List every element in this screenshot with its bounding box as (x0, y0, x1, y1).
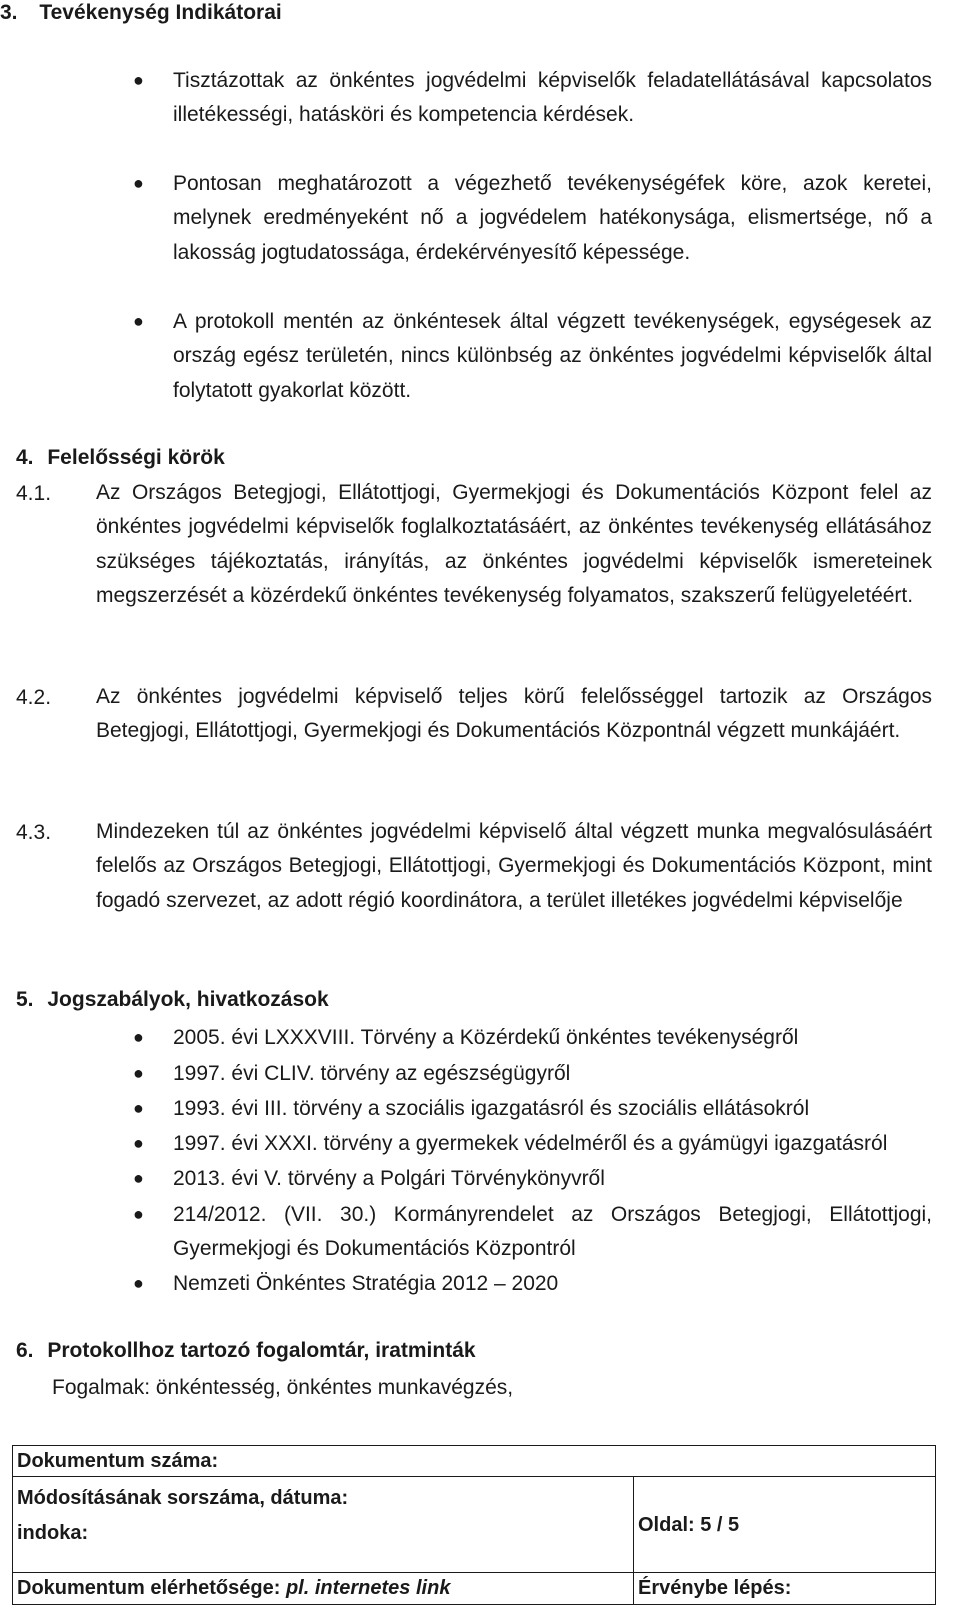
bullet-text: Pontosan meghatározott a végezhető tevékenységéfek köre, azok keretei, melynek eredményeként nő a jogvédelem hatékonysága, elismertsége, nő a lakosság jogtudatossága, érdekérvényesítő képessége. (173, 172, 932, 264)
section-title: Jogszabályok, hivatkozások (47, 988, 329, 1011)
section-number: 6. (16, 1339, 34, 1362)
availability-label: Dokumentum elérhetősége: (17, 1577, 281, 1599)
item-text: Mindezeken túl az önkéntes jogvédelmi képviselő által végzett munka megvalósulásáért felelős az Országos Betegjogi, Ellátottjogi, Gyermekjogi és Dokumentációs Központ, mint fogadó szervezet, az adott régió koordinátora, a terület illetékes jogvédelmi képviselője (96, 820, 932, 912)
glossary-text: Fogalmak: önkéntesség, önkéntes munkavégzés, (52, 1376, 514, 1399)
bullet-icon: ● (133, 1273, 144, 1293)
section-4-heading (16, 445, 225, 471)
bullet-icon: ● (133, 1098, 144, 1118)
page-label: Oldal: 5 / 5 (638, 1513, 740, 1536)
bullet-icon: ● (133, 173, 144, 193)
section-title: Felelősségi körök (47, 446, 225, 469)
modification-cell (13, 1477, 634, 1573)
law-text: 2005. évi LXXXVIII. Törvény a Közérdekű önkéntes tevékenységről (173, 1026, 799, 1049)
section-3-heading (0, 0, 282, 26)
document-footer-table (12, 1445, 936, 1605)
section-number: 3. (0, 1, 18, 24)
section-5-heading (16, 987, 329, 1013)
section-number: 4. (16, 446, 34, 469)
law-text: Nemzeti Önkéntes Stratégia 2012 – 2020 (173, 1272, 559, 1295)
law-text: 1997. évi XXXI. törvény a gyermekek védelméről és a gyámügyi igazgatásról (173, 1132, 888, 1155)
law-text: 214/2012. (VII. 30.) Kormányrendelet az Országos Betegjogi, Ellátottjogi, Gyermekjogi és Dokumentációs Központról (173, 1203, 932, 1261)
bullet-icon: ● (133, 1204, 144, 1224)
law-text: 2013. évi V. törvény a Polgári Törvénykönyvről (173, 1167, 605, 1190)
bullet-icon: ● (133, 1168, 144, 1188)
bullet-text: Tisztázottak az önkéntes jogvédelmi képviselők feladatellátásával kapcsolatos illetékességi, hatásköri és kompetencia kérdések. (173, 69, 932, 127)
bullet-icon: ● (133, 1133, 144, 1153)
reason-label: indoka: (17, 1522, 89, 1544)
item-number: 4.3. (16, 821, 52, 844)
law-text: 1997. évi CLIV. törvény az egészségügyről (173, 1062, 571, 1085)
item-number: 4.2. (16, 686, 52, 709)
effective-cell (634, 1573, 936, 1605)
law-text: 1993. évi III. törvény a szociális igazgatásról és szociális ellátásokról (173, 1097, 810, 1120)
doc-number-label: Dokumentum száma: (17, 1450, 219, 1472)
section-title: Protokollhoz tartozó fogalomtár, iratminták (47, 1339, 476, 1362)
availability-value: pl. internetes link (285, 1577, 451, 1599)
item-number: 4.1. (16, 482, 52, 505)
availability-cell (13, 1573, 634, 1605)
section-title: Tevékenység Indikátorai (39, 1, 282, 24)
section-6-heading (16, 1338, 476, 1364)
bullet-icon: ● (133, 311, 144, 331)
section-number: 5. (16, 988, 34, 1011)
effective-label: Érvénybe lépés: (638, 1577, 792, 1599)
item-text: Az Országos Betegjogi, Ellátottjogi, Gyermekjogi és Dokumentációs Központ felel az önkéntes jogvédelmi képviselők foglalkoztatásáért, az önkéntes tevékenység ellátásához szükséges tájékoztatás, irányítás, az önkéntes jogvédelmi képviselők ismereteinek megszerzését a közérdekű önkéntes tevékenység folyamatos, szakszerű felügyeletéért. (96, 481, 932, 607)
modification-label: Módosításának sorszáma, dátuma: (17, 1487, 349, 1509)
bullet-text: A protokoll mentén az önkéntesek által végzett tevékenységek, egységesek az ország egész területén, nincs különbség az önkéntes jogvédelmi képviselők által folytatott gyakorlat között. (173, 310, 932, 402)
bullet-icon: ● (133, 1063, 144, 1083)
bullet-icon: ● (133, 70, 144, 90)
doc-number-cell (13, 1446, 936, 1477)
bullet-icon: ● (133, 1027, 144, 1047)
item-text: Az önkéntes jogvédelmi képviselő teljes körű felelősséggel tartozik az Országos Betegjogi, Ellátottjogi, Gyermekjogi és Dokumentációs Központnál végzett munkájáért. (96, 685, 932, 743)
page-cell (634, 1477, 936, 1573)
